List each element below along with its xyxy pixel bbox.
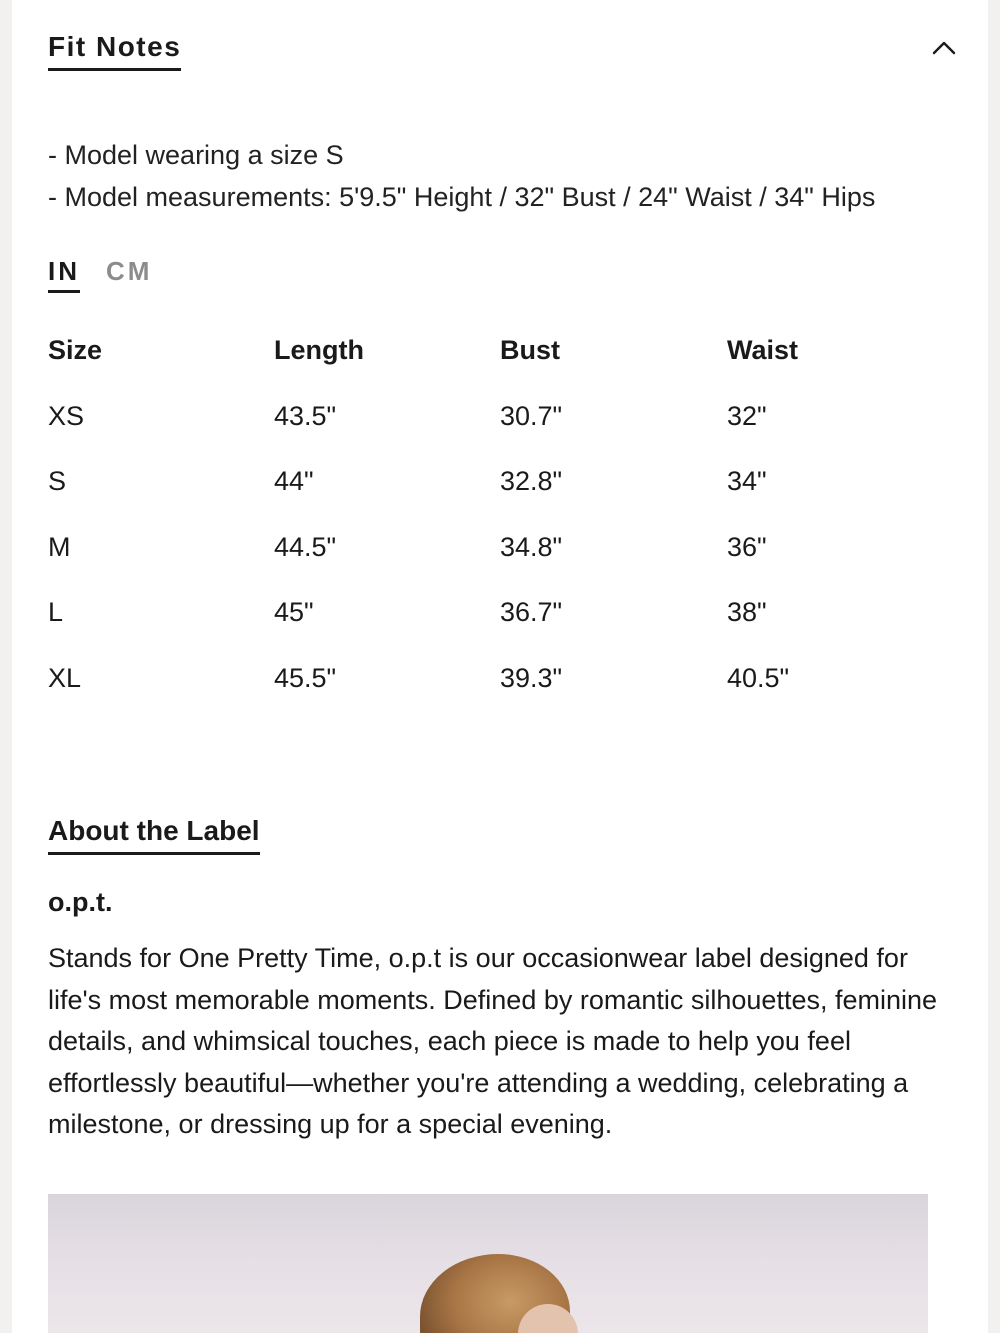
length-cell: 43.5": [274, 400, 337, 431]
size-chart-table: [48, 322, 952, 716]
bust-cell: 39.3": [500, 662, 563, 693]
fit-notes-header[interactable]: [48, 28, 958, 72]
bust-cell: 36.7": [500, 597, 563, 628]
size-cell: XL: [48, 662, 82, 693]
length-cell: 44.5": [274, 531, 337, 562]
table-row: [48, 453, 952, 519]
length-cell: 45.5": [274, 662, 337, 693]
column-header-bust: Bust: [500, 335, 560, 365]
column-header-length: Length: [274, 335, 364, 365]
product-details-panel: [12, 0, 988, 1333]
fit-notes-title[interactable]: Fit Notes: [48, 28, 181, 71]
label-name: o.p.t.: [48, 887, 113, 917]
bust-cell: 30.7": [500, 400, 563, 431]
label-lifestyle-image: [48, 1194, 928, 1333]
waist-cell: 32": [727, 400, 767, 431]
table-row: [48, 584, 952, 650]
column-header-waist: Waist: [727, 335, 799, 365]
size-cell: L: [48, 597, 64, 628]
table-row: [48, 650, 952, 716]
length-cell: 44": [274, 466, 314, 497]
unit-tabs: [48, 254, 178, 294]
fit-note-item: - Model measurements: 5'9.5" Height / 32" Bust / 24" Waist / 34" Hips: [48, 182, 876, 212]
waist-cell: 38": [727, 597, 767, 628]
fit-note-item: - Model wearing a size S: [48, 140, 344, 170]
table-row: [48, 519, 952, 585]
tab-cm[interactable]: CM: [106, 256, 153, 286]
waist-cell: 34": [727, 466, 767, 497]
size-cell: XS: [48, 400, 85, 431]
length-cell: 45": [274, 597, 314, 628]
table-row: [48, 388, 952, 454]
tab-in[interactable]: IN: [48, 254, 80, 293]
size-cell: S: [48, 466, 67, 497]
bust-cell: 34.8": [500, 531, 563, 562]
column-header-size: Size: [48, 335, 103, 365]
bust-cell: 32.8": [500, 466, 563, 497]
waist-cell: 40.5": [727, 662, 790, 693]
waist-cell: 36": [727, 531, 767, 562]
fit-notes-list: [48, 134, 875, 218]
table-header-row: [48, 322, 952, 388]
label-description: Stands for One Pretty Time, o.p.t is our occasionwear label designed for life's most memorable moments. Defined by romantic silhouettes, feminine details, and whimsical touches, each piece is made to help you feel effortlessly beautiful—whether you're attending a wedding, celebrating a milestone, or dressing up for a special evening.: [48, 943, 938, 1139]
about-the-label-title[interactable]: About the Label: [48, 812, 260, 855]
chevron-up-icon[interactable]: [930, 34, 958, 62]
size-cell: M: [48, 531, 71, 562]
